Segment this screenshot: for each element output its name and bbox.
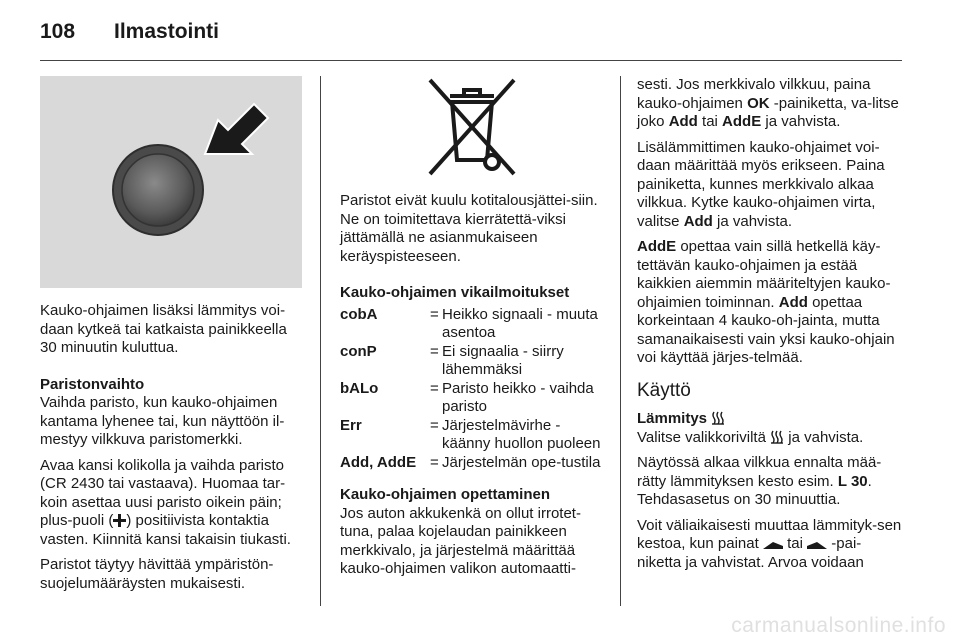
adde-label: AddE [722,113,762,130]
disposal-text: Paristot eivät kuulu kotitalousjättei-siin. Ne on toimitettava kierrätettä-viksi jättämällä ne asianmukaiseen keräyspisteeseen. [340,192,598,265]
page-number: 108 [40,20,76,43]
add-label: Add [778,293,808,311]
heating-paragraph-1: Valitse valikkoriviltä ja vahvista. [637,428,864,446]
waste-bin-symbol [340,76,604,178]
message-eq: = [430,342,439,360]
battery-paragraph-2-end: ) positiivista kontaktia vasten. Kiinnitä kansi takaisin tiukasti. [40,512,291,548]
page-title: Ilmastointi [114,20,220,43]
heating-heading: Lämmitys [637,410,905,429]
column-1 [40,302,306,600]
heating-paragraph-3: Voit väliaikaisesti muuttaa lämmityk-sen kestoa, kun painat tai -pai-niketta ja vahvistat. Arvoa voidaan [637,516,902,571]
teach-heading: Kauko-ohjaimen opettaminen [340,486,551,503]
message-eq: = [430,453,439,471]
ok-label: OK [747,94,770,112]
message-desc: Paristo heikko - vaihda paristo [442,379,594,415]
column-divider-2 [620,76,621,606]
column-2 [340,76,604,586]
remote-button-illustration [40,76,302,288]
message-row [340,306,604,343]
message-desc: Järjestelmävirhe - käänny huollon puoleen [442,416,601,452]
decrease-icon [763,540,783,550]
message-row [340,380,604,417]
teach-text: Jos auton akkukenkä on ollut irrotet-tuna, palaa kojelaudan painikkeen merkkivalo, ja järjestelmä määrittää kauko-ohjaimen valikon automaatti- [340,504,581,577]
remote-control-photo [40,76,302,288]
heat-icon [711,411,725,425]
battery-heading: Paristonvaihto [40,375,145,393]
adde-explanation: AddE opettaa vain sillä hetkellä käy-tettävän kauko-ohjaimen ja estää kaikkien aiemmin määriteltyjen kauko-ohjaimien toiminnan. Add opettaa korkeintaan 4 kauko-oh-jainta, mutta samanaikaisesti vain yksi kauko-ohjain voi käyttää järjes-telmää. [637,238,895,366]
plus-icon [113,514,126,527]
add-label: Add [668,113,698,130]
crossed-bin-icon [422,76,522,178]
message-row [340,417,604,454]
message-desc: Ei signaalia - siirry lähemmäksi [442,342,564,378]
message-code: bALo [340,379,379,397]
message-code: conP [340,342,377,360]
message-desc: Heikko signaali - muuta asentoa [442,305,598,341]
use-heading: Käyttö [637,379,691,401]
extra-remotes-text: Lisälämmittimen kauko-ohjaimet voi-daan määrittää myös erikseen. Paina painiketta, kunnes merkkivalo alkaa vilkkua. Kytke kauko-ohjaimen virta, valitse Add ja vahvista. [637,138,885,230]
l30-label: L 30 [837,472,868,490]
messages-table [340,306,604,473]
battery-paragraph-1: Vaihda paristo, kun kauko-ohjaimen kantama lyhenee tai, kun näyttöön il-mestyy vilkkuva paristomerkki. [40,394,285,448]
message-code: Add, AddE [340,453,417,471]
message-desc: Järjestelmän ope-tustila [442,453,601,471]
heating-paragraph-2: Näytössä alkaa vilkkua ennalta mää-rätty lämmityksen kesto esim. L 30. Tehdasasetus on 30 minuuttia. [637,454,882,508]
watermark: carmanualsonline.info [731,614,946,637]
page-header [40,20,219,44]
message-code: cobA [340,305,378,323]
battery-paragraph-2-start: Avaa kansi kolikolla ja vaihda paristo (CR 2430 tai vastaava). Huomaa tar-koin asettaa uusi paristo oikein päin; plus-puoli ( [40,456,286,529]
teach-continued: sesti. Jos merkkivalo vilkkuu, paina kauko-ohjaimen OK -painiketta, va-litse joko Add tai AddE ja vahvista. [637,76,899,130]
message-eq: = [430,416,439,434]
message-eq: = [430,305,439,323]
column-divider-1 [320,76,321,606]
message-row [340,343,604,380]
message-row [340,454,604,473]
column-3 [637,76,905,579]
battery-paragraph-3: Paristot täytyy hävittää ympäristön-suojelumääräysten mukaisesti. [40,556,274,592]
message-eq: = [430,379,439,397]
battery-paragraph-2 [40,457,306,550]
intro-text: Kauko-ohjaimen lisäksi lämmitys voi-daan kytkeä tai katkaista painikkeella 30 minuutin kuluttua. [40,302,287,356]
adde-label: AddE [637,238,677,255]
heat-icon [770,430,784,444]
header-divider [40,60,902,61]
messages-heading: Kauko-ohjaimen vikailmoitukset [340,284,570,301]
pointer-arrow-icon [205,104,268,154]
message-code: Err [340,416,362,434]
increase-icon [807,540,827,550]
add-label: Add [683,212,713,230]
